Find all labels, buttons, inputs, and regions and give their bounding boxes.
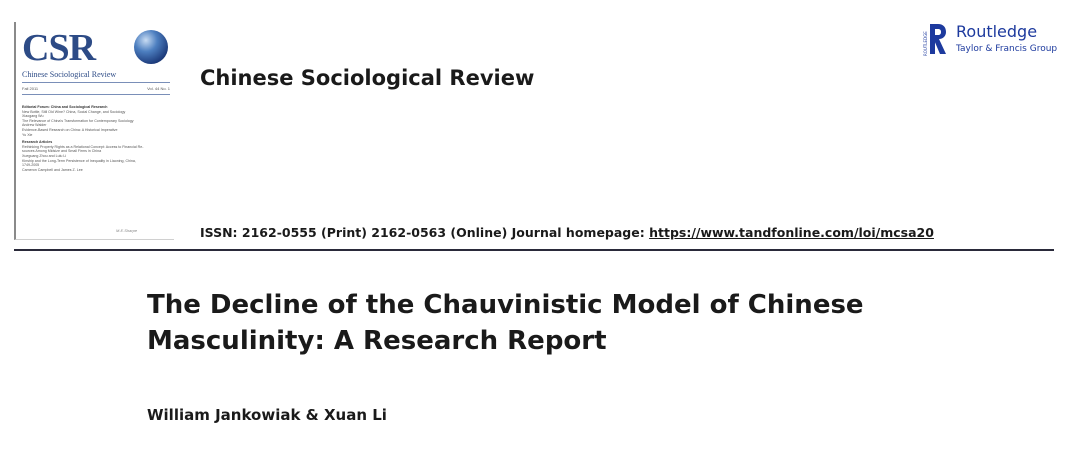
cover-subtitle: Chinese Sociological Review <box>22 70 117 79</box>
cover-toc-line: The Relevance of China's Transformation for Contemporary Sociology <box>22 118 134 123</box>
cover-toc-line: Xiaogang Wu <box>22 114 44 119</box>
cover-divider <box>22 94 170 95</box>
cover-issue-date: Fall 2011 <box>22 86 39 91</box>
publisher-name: Routledge <box>956 22 1038 41</box>
cover-toc-line: Research Articles <box>22 140 53 145</box>
cover-toc-line: 1749-2005 <box>22 163 40 168</box>
cover-toc-line: Yu Xie <box>22 132 33 137</box>
publisher-vertical-mark: ROUTLEDGE <box>923 31 929 56</box>
routledge-r-icon <box>923 22 948 58</box>
cover-toc-line: Cameron Campbell and James Z. Lee <box>22 167 83 172</box>
issn-line <box>200 225 934 240</box>
journal-homepage-link[interactable]: https://www.tandfonline.com/loi/mcsa20 <box>649 225 934 240</box>
issn-text: ISSN: 2162-0555 (Print) 2162-0563 (Online) Journal homepage: <box>200 225 650 240</box>
cover-publisher-mark: M.E.Sharpe <box>116 228 138 233</box>
cover-divider <box>22 82 170 83</box>
cover-toc-line: New Bottle, Still Old Wine? China, Social Change, and Sociology <box>22 109 126 114</box>
cover-toc-line: Rethinking Property Rights as a Relational Concept: Access to Financial Re- <box>22 144 144 149</box>
article-authors[interactable]: William Jankowiak & Xuan Li <box>147 406 387 424</box>
cover-toc-line: sources Among Midsize and Small Firms in China <box>22 149 102 154</box>
cover-issue-volume: Vol. 44 No. 1 <box>147 86 170 91</box>
cover-toc-line: Editorial Forum: China and Sociological Research <box>22 105 108 109</box>
cover-issue-info <box>22 86 170 91</box>
article-title: The Decline of the Chauvinistic Model of Chinese Masculinity: A Research Report <box>147 290 864 356</box>
publisher-group: Taylor & Francis Group <box>956 44 1058 54</box>
publisher-logo[interactable] <box>923 22 1076 62</box>
cover-toc-line: Andrew Walder <box>22 123 47 128</box>
journal-cover-thumbnail <box>14 22 174 240</box>
cover-logo: CSR <box>22 27 96 69</box>
cover-toc-line: Evidence-Based Research on China: A Historical Imperative <box>22 127 118 132</box>
globe-icon <box>134 30 168 64</box>
cover-toc-line: Kinship and the Long-Term Persistence of Inequality in Liaoning, China, <box>22 158 136 163</box>
journal-name: Chinese Sociological Review <box>200 66 535 90</box>
header-divider <box>14 249 1054 251</box>
cover-table-of-contents <box>22 102 170 172</box>
cover-toc-line: Xueguang Zhou and Lulu Li <box>22 153 67 158</box>
